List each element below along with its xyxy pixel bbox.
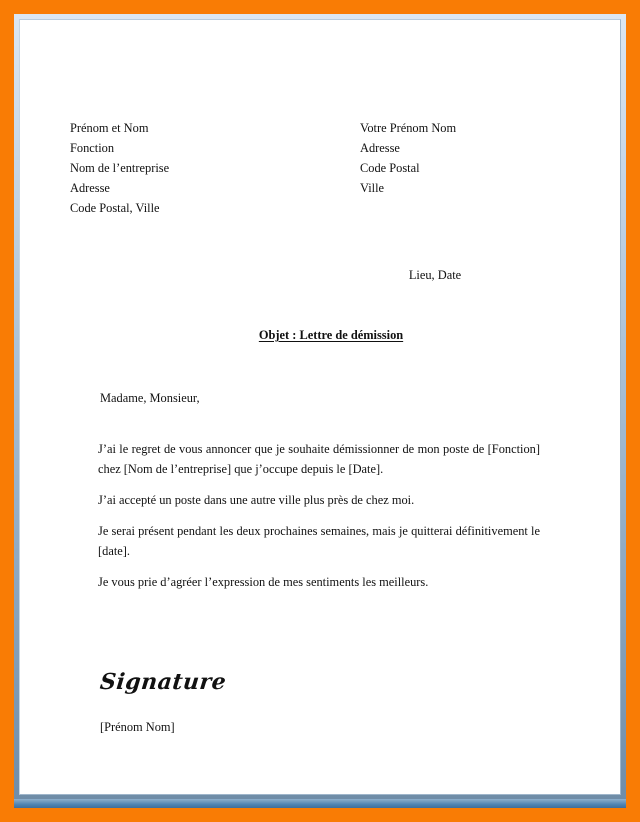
signer-name: [Prénom Nom] — [100, 720, 175, 734]
body-paragraph: Je serai présent pendant les deux prochaines semaines, mais je quitterai définitivement le [date]. — [98, 524, 540, 559]
letter-sheet — [20, 20, 620, 794]
page-frame-inner — [19, 19, 621, 795]
recipient-line: Prénom et Nom — [70, 121, 149, 135]
sender-address-block — [360, 118, 560, 218]
subject-text: Objet : Lettre de démission — [258, 328, 404, 342]
frame-bottom-rail — [14, 799, 626, 808]
recipient-line: Adresse — [70, 181, 110, 196]
sender-line: Ville — [360, 181, 385, 196]
body-paragraph: Je vous prie d’agréer l’expression de mes sentiments les meilleurs. — [98, 575, 429, 590]
address-blocks — [20, 118, 620, 218]
body-paragraph: J’ai le regret de vous annoncer que je souhaite démissionner de mon poste de [Fonction] chez [Nom de l’entreprise] que j’occupe depuis le [Date]. — [98, 442, 540, 477]
sender-line: Code Postal — [360, 161, 420, 176]
page-frame — [14, 14, 626, 800]
body-paragraph: J’ai accepté un poste dans une autre ville plus près de chez moi. — [98, 493, 415, 508]
recipient-address-block — [70, 118, 360, 218]
sender-line: Adresse — [360, 141, 400, 156]
salutation: Madame, Monsieur, — [100, 391, 200, 405]
sender-line: Votre Prénom Nom — [360, 121, 457, 135]
place-date: Lieu, Date — [408, 268, 462, 282]
recipient-line: Code Postal, Ville — [70, 201, 160, 216]
letter-body — [98, 439, 540, 593]
recipient-line: Fonction — [70, 141, 115, 156]
subject-line — [20, 325, 620, 345]
recipient-line: Nom de l’entreprise — [70, 161, 170, 176]
signature-mark: Signature — [98, 669, 228, 695]
